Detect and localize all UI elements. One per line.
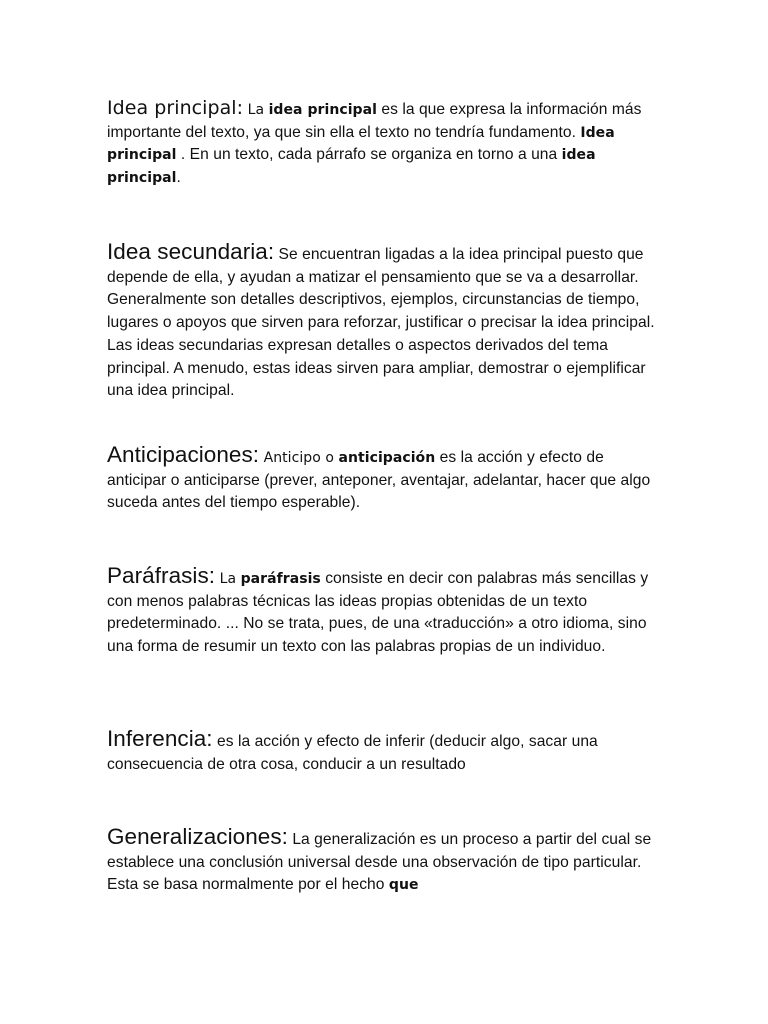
entry-text: Se encuentran ligadas a la idea principal puesto que depende de ella, y ayudan a matizar el pensamiento que se va a desarrollar. Generalmente son detalles descriptivos, ejemplos, circunstancias de tiempo, lugares o apoyos que sirven para reforzar, justificar o precisar la idea principal. Las ideas secundarias expresan detalles o aspectos derivados del tema principal. A menudo, estas ideas sirven para ampliar, demostrar o ejemplificar una idea principal. <box>107 246 655 400</box>
entry-text: La <box>243 102 269 118</box>
highlighted-term: paráfrasis <box>240 571 321 587</box>
entry-text: . En un texto, cada párrafo se organiza en torno a una <box>176 146 562 164</box>
entry-text: La generalización es un proceso a partir del cual se establece una conclusión universal desde una observación de tipo particular. Esta se basa normalmente por el hecho <box>107 831 652 894</box>
term-heading: Idea principal: <box>107 97 244 119</box>
entry-text: es la que expresa la información más importante del texto, ya que sin ella el texto no tendría fundamento. <box>107 101 642 141</box>
highlighted-term: que <box>388 877 419 894</box>
highlighted-term: Idea principal <box>107 124 615 164</box>
entry-anticipaciones <box>107 444 667 515</box>
term-heading: Inferencia: <box>107 726 213 751</box>
highlighted-term: idea principal <box>107 147 596 187</box>
entry-generalizaciones <box>107 826 667 897</box>
entry-text: es la acción y efecto de anticipar o anticiparse (prever, anteponer, aventajar, adelantar, hacer que algo suceda antes del tiempo esperable). <box>107 449 651 512</box>
entry-text: Anticipo o <box>259 450 339 466</box>
entry-parafrasis <box>107 565 667 659</box>
term-heading: Generalizaciones: <box>107 824 288 849</box>
entry-idea-secundaria <box>107 241 667 403</box>
entry-text: La <box>215 571 241 587</box>
term-heading: Idea secundaria: <box>107 239 275 264</box>
highlighted-term: idea principal <box>268 102 377 118</box>
highlighted-term: anticipación <box>338 450 436 466</box>
entry-text: es la acción y efecto de inferir (deducir algo, sacar una consecuencia de otra cosa, conducir a un resultado <box>107 733 598 773</box>
entry-inferencia <box>107 728 667 776</box>
entry-idea-principal <box>107 97 667 190</box>
entry-text: . <box>176 169 181 187</box>
term-heading: Anticipaciones: <box>107 442 260 467</box>
term-heading: Paráfrasis: <box>107 563 216 588</box>
entry-text: consiste en decir con palabras más sencillas y con menos palabras técnicas las ideas propias obtenidas de un texto predeterminado. ... No se trata, pues, de una «traducción» a otro idioma, sino una forma de resumir un texto con las palabras propias de un individuo. <box>107 570 649 656</box>
